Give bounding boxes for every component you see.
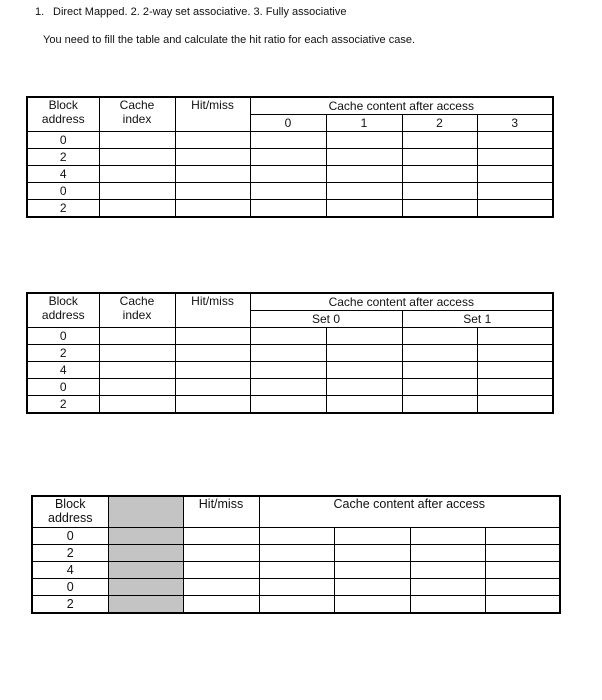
content-cell[interactable] <box>410 544 485 561</box>
hit-miss-cell[interactable] <box>183 595 259 613</box>
hit-miss-cell[interactable] <box>175 200 250 218</box>
hit-miss-cell[interactable] <box>175 362 250 379</box>
content-cell[interactable] <box>326 132 402 149</box>
content-cell[interactable] <box>250 362 326 379</box>
content-cell[interactable] <box>477 132 553 149</box>
direct-mapped-table <box>26 96 554 218</box>
table-row <box>27 362 553 379</box>
question-number: 1. <box>35 6 45 18</box>
content-cell[interactable] <box>410 578 485 595</box>
question-text: Direct Mapped. 2. 2-way set associative. 3. Fully associative <box>53 6 347 18</box>
cache-index-cell[interactable] <box>99 200 175 218</box>
content-cell[interactable] <box>477 200 553 218</box>
content-cell[interactable] <box>477 362 553 379</box>
table-row <box>32 527 560 544</box>
block-address-cell: 2 <box>32 544 108 561</box>
hit-miss-cell[interactable] <box>183 561 259 578</box>
block-address-header: Block address <box>27 293 99 328</box>
content-cell[interactable] <box>477 379 553 396</box>
content-cell[interactable] <box>477 166 553 183</box>
block-address-cell: 2 <box>27 200 99 218</box>
hit-miss-cell[interactable] <box>175 328 250 345</box>
content-cell[interactable] <box>485 595 560 613</box>
content-cell[interactable] <box>250 345 326 362</box>
block-address-cell: 2 <box>27 149 99 166</box>
content-cell[interactable] <box>250 132 326 149</box>
cache-column-1: 1 <box>326 115 402 132</box>
content-cell[interactable] <box>326 149 402 166</box>
hit-miss-cell[interactable] <box>175 345 250 362</box>
cache-content-header: Cache content after access <box>250 97 553 115</box>
block-address-cell: 0 <box>32 578 108 595</box>
block-address-cell: 4 <box>27 166 99 183</box>
question-line <box>35 6 346 18</box>
hit-miss-header: Hit/miss <box>175 97 250 132</box>
content-cell[interactable] <box>410 561 485 578</box>
content-cell[interactable] <box>485 527 560 544</box>
cache-column-3: 3 <box>477 115 553 132</box>
cache-index-cell[interactable] <box>99 379 175 396</box>
table-row <box>27 183 553 200</box>
cache-column-0: 0 <box>250 115 326 132</box>
content-cell[interactable] <box>477 396 553 414</box>
content-cell[interactable] <box>402 345 477 362</box>
fully-associative-table <box>31 495 561 614</box>
hit-miss-cell[interactable] <box>175 149 250 166</box>
content-cell[interactable] <box>402 183 477 200</box>
cache-index-cell[interactable] <box>99 345 175 362</box>
content-cell[interactable] <box>334 561 410 578</box>
table-row <box>27 396 553 414</box>
cache-index-cell[interactable] <box>99 132 175 149</box>
content-cell[interactable] <box>477 345 553 362</box>
hit-miss-cell[interactable] <box>175 379 250 396</box>
content-cell[interactable] <box>250 328 326 345</box>
cache-index-header: Cache index <box>99 293 175 328</box>
hit-miss-cell[interactable] <box>183 527 259 544</box>
table-row <box>27 345 553 362</box>
table-row <box>27 200 553 218</box>
content-cell[interactable] <box>477 183 553 200</box>
content-cell[interactable] <box>326 328 402 345</box>
cache-index-cell[interactable] <box>99 396 175 414</box>
block-address-cell: 2 <box>27 396 99 414</box>
content-cell[interactable] <box>250 200 326 218</box>
content-cell[interactable] <box>250 166 326 183</box>
content-cell[interactable] <box>485 578 560 595</box>
content-cell[interactable] <box>250 183 326 200</box>
block-address-cell: 0 <box>32 527 108 544</box>
cache-index-cell[interactable] <box>99 362 175 379</box>
content-cell[interactable] <box>402 149 477 166</box>
cache-index-header: Cache index <box>99 97 175 132</box>
table-row <box>27 132 553 149</box>
table-row <box>27 379 553 396</box>
block-address-cell: 4 <box>27 362 99 379</box>
hit-miss-cell[interactable] <box>175 166 250 183</box>
set-0-header: Set 0 <box>250 311 402 328</box>
shaded-cell <box>108 496 183 527</box>
content-cell[interactable] <box>326 200 402 218</box>
shaded-cell <box>108 561 183 578</box>
table-row <box>32 544 560 561</box>
content-cell[interactable] <box>250 379 326 396</box>
content-cell[interactable] <box>410 595 485 613</box>
content-cell[interactable] <box>259 595 334 613</box>
block-address-cell: 2 <box>27 345 99 362</box>
content-cell[interactable] <box>326 362 402 379</box>
block-address-header: Block address <box>27 97 99 132</box>
shaded-cell <box>108 544 183 561</box>
cache-index-cell[interactable] <box>99 149 175 166</box>
content-cell[interactable] <box>334 527 410 544</box>
content-cell[interactable] <box>402 362 477 379</box>
content-cell[interactable] <box>259 578 334 595</box>
shaded-cell <box>108 595 183 613</box>
content-cell[interactable] <box>326 379 402 396</box>
content-cell[interactable] <box>250 396 326 414</box>
hit-miss-cell[interactable] <box>183 578 259 595</box>
content-cell[interactable] <box>402 379 477 396</box>
block-address-cell: 0 <box>27 379 99 396</box>
hit-miss-cell[interactable] <box>183 544 259 561</box>
content-cell[interactable] <box>402 396 477 414</box>
content-cell[interactable] <box>402 328 477 345</box>
table-row <box>32 595 560 613</box>
content-cell[interactable] <box>485 561 560 578</box>
content-cell[interactable] <box>250 149 326 166</box>
content-cell[interactable] <box>334 544 410 561</box>
table-row <box>27 328 553 345</box>
cache-content-header: Cache content after access <box>259 496 560 527</box>
content-cell[interactable] <box>326 183 402 200</box>
content-cell[interactable] <box>334 578 410 595</box>
table-row <box>27 166 553 183</box>
block-address-cell: 0 <box>27 183 99 200</box>
hit-miss-cell[interactable] <box>175 132 250 149</box>
content-cell[interactable] <box>326 396 402 414</box>
content-cell[interactable] <box>402 200 477 218</box>
cache-column-2: 2 <box>402 115 477 132</box>
content-cell[interactable] <box>477 149 553 166</box>
block-address-cell: 4 <box>32 561 108 578</box>
content-cell[interactable] <box>402 132 477 149</box>
hit-miss-cell[interactable] <box>175 183 250 200</box>
cache-index-cell[interactable] <box>99 183 175 200</box>
block-address-header: Block address <box>32 496 108 527</box>
content-cell[interactable] <box>477 328 553 345</box>
content-cell[interactable] <box>410 527 485 544</box>
shaded-cell <box>108 578 183 595</box>
hit-miss-header: Hit/miss <box>183 496 259 527</box>
block-address-cell: 0 <box>27 328 99 345</box>
content-cell[interactable] <box>326 166 402 183</box>
content-cell[interactable] <box>485 544 560 561</box>
content-cell[interactable] <box>402 166 477 183</box>
table-row <box>32 578 560 595</box>
content-cell[interactable] <box>259 527 334 544</box>
cache-index-cell[interactable] <box>99 166 175 183</box>
cache-content-header: Cache content after access <box>250 293 553 311</box>
table-row <box>27 149 553 166</box>
content-cell[interactable] <box>259 561 334 578</box>
cache-index-cell[interactable] <box>99 328 175 345</box>
content-cell[interactable] <box>326 345 402 362</box>
content-cell[interactable] <box>259 544 334 561</box>
block-address-cell: 0 <box>27 132 99 149</box>
hit-miss-cell[interactable] <box>175 396 250 414</box>
instruction-text: You need to fill the table and calculate the hit ratio for each associative case. <box>43 34 415 46</box>
content-cell[interactable] <box>334 595 410 613</box>
hit-miss-header: Hit/miss <box>175 293 250 328</box>
set-1-header: Set 1 <box>402 311 553 328</box>
block-address-cell: 2 <box>32 595 108 613</box>
shaded-cell <box>108 527 183 544</box>
table-row <box>32 561 560 578</box>
set-associative-table <box>26 292 554 414</box>
